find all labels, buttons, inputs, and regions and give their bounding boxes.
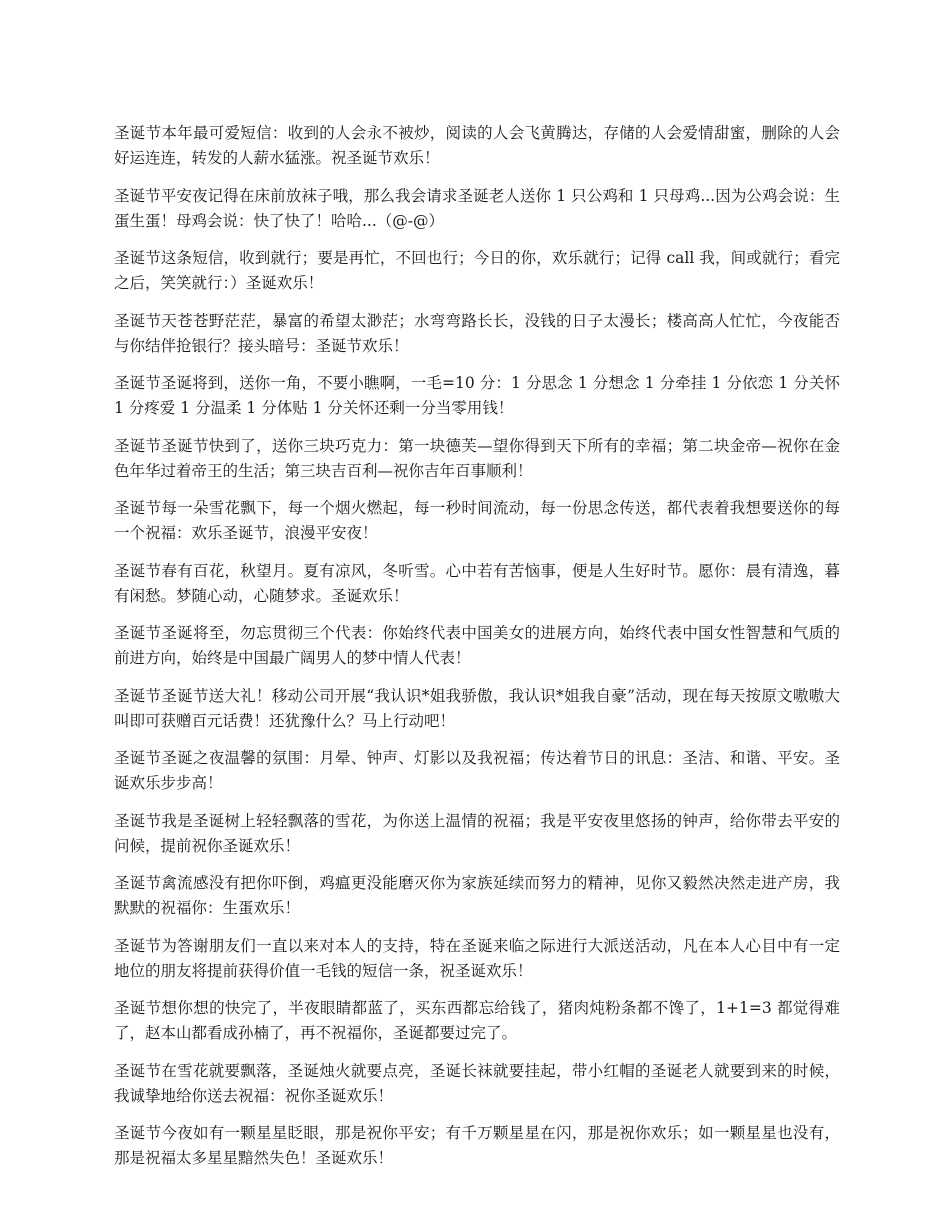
- paragraph: 圣诞节在雪花就要飘落，圣诞烛火就要点亮，圣诞长袜就要挂起，带小红帽的圣诞老人就要到来的时候，我诚挚地给你送去祝福：祝你圣诞欢乐！: [114, 1061, 840, 1105]
- paragraph: 圣诞节平安夜记得在床前放袜子哦，那么我会请求圣诞老人送你 1 只公鸡和 1 只母鸡...因为公鸡会说：生蛋生蛋！母鸡会说：快了快了！哈哈...（@-@）: [114, 186, 840, 230]
- paragraph: 圣诞节我是圣诞树上轻轻飘落的雪花，为你送上温情的祝福；我是平安夜里悠扬的钟声，给你带去平安的问候，提前祝你圣诞欢乐！: [114, 811, 840, 855]
- paragraph: 圣诞节想你想的快完了，半夜眼睛都蓝了，买东西都忘给钱了，猪肉炖粉条都不馋了，1+1=3 都觉得难了，赵本山都看成孙楠了，再不祝福你，圣诞都要过完了。: [114, 999, 840, 1042]
- paragraph: 圣诞节今夜如有一颗星星眨眼，那是祝你平安；有千万颗星星在闪，那是祝你欢乐；如一颗星星也没有，那是祝福太多星星黯然失色！圣诞欢乐！: [114, 1124, 840, 1167]
- paragraph: 圣诞节圣诞节送大礼！移动公司开展“我认识*姐我骄傲，我认识*姐我自豪”活动，现在每天按原文嗷嗷大叫即可获赠百元话费！还犹豫什么？马上行动吧！: [114, 686, 840, 730]
- paragraph: 圣诞节天苍苍野茫茫，暴富的希望太渺茫；水弯弯路长长，没钱的日子太漫长；楼高高人忙忙，今夜能否与你结伴抢银行？接头暗号：圣诞节欢乐！: [114, 311, 840, 355]
- paragraph: 圣诞节为答谢朋友们一直以来对本人的支持，特在圣诞来临之际进行大派送活动，凡在本人心目中有一定地位的朋友将提前获得价值一毛钱的短信一条，祝圣诞欢乐！: [114, 936, 840, 980]
- paragraph: 圣诞节禽流感没有把你吓倒，鸡瘟更没能磨灭你为家族延续而努力的精神，见你又毅然决然走进产房，我默默的祝福你：生蛋欢乐！: [114, 874, 840, 917]
- paragraph: 圣诞节春有百花，秋望月。夏有凉风，冬听雪。心中若有苦恼事，便是人生好时节。愿你：晨有清逸，暮有闲愁。梦随心动，心随梦求。圣诞欢乐！: [114, 561, 840, 605]
- paragraph: 圣诞节圣诞节快到了，送你三块巧克力：第一块德芙—望你得到天下所有的幸福；第二块金帝—祝你在金色年华过着帝王的生活；第三块吉百利—祝你吉年百事顺利！: [114, 436, 840, 480]
- paragraph: 圣诞节每一朵雪花飘下，每一个烟火燃起，每一秒时间流动，每一份思念传送，都代表着我想要送你的每一个祝福：欢乐圣诞节，浪漫平安夜！: [114, 499, 840, 542]
- paragraph: 圣诞节本年最可爱短信：收到的人会永不被炒，阅读的人会飞黄腾达，存储的人会爱情甜蜜，删除的人会好运连连，转发的人薪水猛涨。祝圣诞节欢乐！: [114, 124, 840, 167]
- paragraph: 圣诞节圣诞将至，勿忘贯彻三个代表：你始终代表中国美女的进展方向，始终代表中国女性智慧和气质的前进方向，始终是中国最广阔男人的梦中情人代表！: [114, 624, 840, 667]
- paragraph: 圣诞节圣诞之夜温馨的氛围：月晕、钟声、灯影以及我祝福；传达着节日的讯息：圣洁、和谐、平安。圣诞欢乐步步高！: [114, 749, 840, 792]
- document-page: [114, 121, 840, 1184]
- paragraph: 圣诞节圣诞将到，送你一角，不要小瞧啊，一毛=10 分：1 分思念 1 分想念 1 分牵挂 1 分依恋 1 分关怀 1 分疼爱 1 分温柔 1 分体贴 1 分关怀还剩一分当零用钱！: [114, 374, 840, 417]
- paragraph: 圣诞节这条短信，收到就行；要是再忙，不回也行；今日的你，欢乐就行；记得 call 我，间或就行；看完之后，笑笑就行：）圣诞欢乐！: [114, 249, 840, 292]
